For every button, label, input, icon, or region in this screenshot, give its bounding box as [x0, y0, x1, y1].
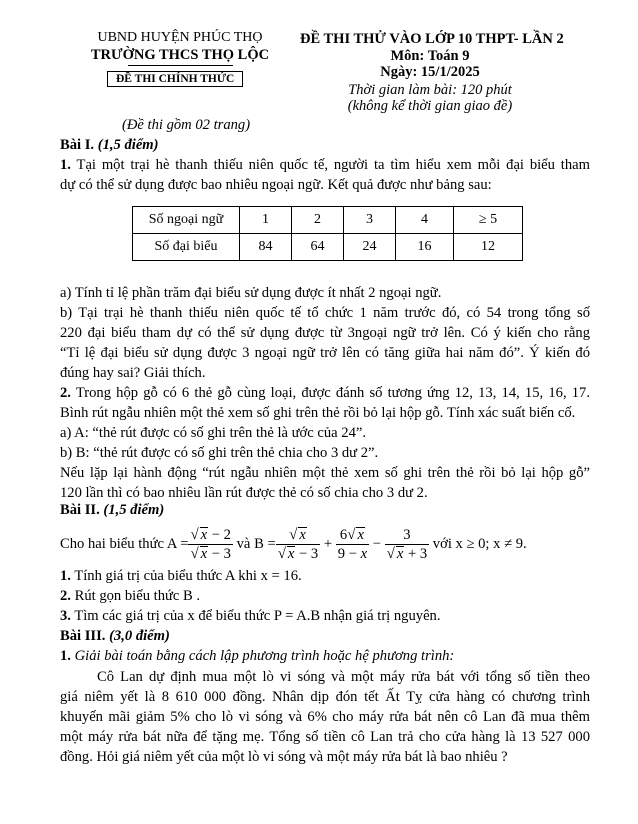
table-row: [133, 207, 523, 234]
table-row: [133, 234, 523, 261]
official-exam-box: ĐỀ THI CHÍNH THỨC: [107, 71, 243, 87]
expr-a-label: A =: [166, 536, 189, 552]
exam-duration: Thời gian làm bài: 120 phút: [348, 82, 512, 98]
section-2-q3-number: 3.: [60, 608, 71, 624]
exam-subject: Môn: Toán 9: [390, 48, 470, 64]
school-name: TRƯỜNG THCS THỌ LỘC: [90, 47, 270, 63]
q1-line-1: [60, 155, 590, 175]
q2-line-1: [60, 383, 590, 403]
problem-line-5: đồng. Hỏi giá niêm yết của một lò vi sóng và một máy rửa bát là bao nhiêu ?: [60, 749, 508, 765]
section-1-heading: [60, 135, 590, 155]
table-cell: 3: [344, 207, 396, 234]
section-2-q1: [60, 566, 590, 586]
q2-line-6: 120 lần thì có bao nhiêu lần rút được thẻ có số chia cho 3 dư 2.: [60, 485, 428, 501]
section-2-q1-text: Tính giá trị của biểu thức A khi x = 16.: [70, 568, 302, 584]
expressions-line: Cho hai biểu thức A = $\frac{√ x - 2}{√ x - 3}$ và B = $\frac{√ x}{√ x - 3}$ + $\frac{6√ x}{9 - x}$ − $\frac{3}{√ x + 3}$ với x ≥ 0; x ≠ 9.: [60, 527, 527, 563]
section-2-q1-number: 1.: [60, 568, 71, 584]
section-3-title: Bài III.: [60, 628, 106, 644]
table-cell: 2: [292, 207, 344, 234]
section-2-q2: [60, 586, 590, 606]
q1-part-a: a) Tính tỉ lệ phần trăm đại biểu sử dụng được ít nhất 2 ngoại ngữ.: [60, 285, 442, 301]
q1-part-b-2: 220 đại biểu tham dự có thể sử dụng được từ 3ngoại ngữ trở lên. Có ý kiến cho rằng: [60, 325, 590, 341]
q1-part-b-3: “Tỉ lệ đại biểu sử dụng được 3 ngoại ngữ trở lên có tăng giữa hai năm đó”. Ý kiến đó: [60, 345, 590, 361]
problem-line-3: khuyến mãi giảm 5% cho lò vi sóng và 6% cho máy rửa bát nên cô Lan đã mua thêm: [60, 709, 590, 725]
q1-number: 1.: [60, 157, 71, 173]
pages-note: (Đề thi gồm 02 trang): [122, 117, 251, 133]
table-cell: Số ngoại ngữ: [133, 207, 240, 234]
section-2-q2-text: Rút gọn biểu thức B .: [70, 588, 201, 604]
section-3-q1-title: Giải bài toán bằng cách lập phương trình hoặc hệ phương trình:: [70, 648, 455, 664]
section-2-points: (1,5 điểm): [103, 502, 165, 518]
section-3-q1-number: 1.: [60, 648, 71, 664]
q2-number: 2.: [60, 385, 71, 401]
table-cell: 64: [292, 234, 344, 261]
district-name: UBND HUYỆN PHÚC THỌ: [97, 30, 263, 45]
section-2-heading: [60, 500, 590, 520]
q1-part-b-1: b) Tại trại hè thanh thiếu niên quốc tế tổ chức 1 năm trước đó, có 54 trong tổng số: [60, 305, 590, 321]
expr-condition: với x ≥ 0; x ≠ 9.: [429, 536, 527, 552]
q2-line-2: Bình rút ngẫu nhiên một thẻ xem số ghi trên thẻ rồi bỏ lại hộp gỗ. Tính xác suất biến cố.: [60, 405, 576, 421]
exam-date: Ngày: 15/1/2025: [380, 64, 480, 80]
table-cell: Số đại biểu: [133, 234, 240, 261]
q2-part-b: b) B: “thẻ rút được có số ghi trên thẻ chia cho 3 dư 2”.: [60, 445, 379, 461]
problem-line-4: một máy rửa bát nữa để tặng mẹ. Tổng số tiền cô Lan trả cho cửa hàng là 13 527 000: [60, 729, 590, 745]
section-2-q3-text: Tìm các giá trị của x để biểu thức P = A.B nhận giá trị nguyên.: [70, 608, 441, 624]
problem-line-1: Cô Lan dự định mua một lò vi sóng và một máy rửa bát với tổng số tiền theo: [97, 669, 590, 685]
section-3-points: (3,0 điểm): [109, 628, 170, 644]
q1-text-1: Tại một trại hè thanh thiếu niên quốc tế, người ta tìm hiểu xem mỗi đại biểu tham: [70, 157, 590, 173]
q2-text-1: Trong hộp gỗ có 6 thẻ gỗ cùng loại, được đánh số tương ứng 12, 13, 14, 15, 16, 17.: [70, 385, 590, 401]
expr-and: và: [232, 536, 255, 552]
q1-line-2: dự có thể sử dụng được bao nhiêu ngoại ngữ. Kết quả được như bảng sau:: [60, 177, 492, 193]
table-cell: 24: [344, 234, 396, 261]
table-cell: 4: [396, 207, 454, 234]
expr-b-fraction-1: $\frac{√ x}{√ x - 3}$: [277, 527, 319, 563]
school-underline: [128, 65, 233, 66]
section-1-title: Bài I.: [60, 137, 95, 153]
section-3-heading: [60, 626, 590, 646]
section-1-points: (1,5 điểm): [97, 137, 159, 153]
problem-line-2: giá niêm yết là 8 610 000 đồng. Nhân dịp đón tết Ất Tỵ cửa hàng có chương trình: [60, 689, 590, 705]
q2-part-a: a) A: “thẻ rút được có số ghi trên thẻ là ước của 24”.: [60, 425, 366, 441]
exam-duration-note: (không kể thời gian giao đề): [347, 98, 513, 114]
section-2-q3: [60, 606, 590, 626]
table-cell: 84: [240, 234, 292, 261]
q2-line-5: Nếu lặp lại hành động “rút ngẫu nhiên một thẻ xem số ghi trên thẻ rồi bỏ lại hộp gỗ”: [60, 465, 590, 481]
table-cell: 16: [396, 234, 454, 261]
q1-part-b-4: đúng hay sai? Giải thích.: [60, 365, 206, 381]
section-3-q1: [60, 646, 590, 666]
table-cell: ≥ 5: [454, 207, 523, 234]
expr-b-fraction-3: $\frac{3}{√ x + 3}$: [386, 527, 428, 563]
expr-b-fraction-2: $\frac{6√ x}{9 - x}$: [337, 527, 368, 563]
expr-a-fraction: $\frac{√ x - 2}{√ x - 3}$: [190, 527, 231, 563]
expressions-intro: Cho hai biểu thức: [60, 536, 167, 552]
table-cell: 1: [240, 207, 292, 234]
section-2-q2-number: 2.: [60, 588, 71, 604]
expr-b-label: B =: [254, 536, 276, 552]
exam-title: ĐỀ THI THỬ VÀO LỚP 10 THPT- LẦN 2: [300, 31, 564, 47]
section-2-title: Bài II.: [60, 502, 100, 518]
language-table: [132, 206, 523, 261]
table-cell: 12: [454, 234, 523, 261]
